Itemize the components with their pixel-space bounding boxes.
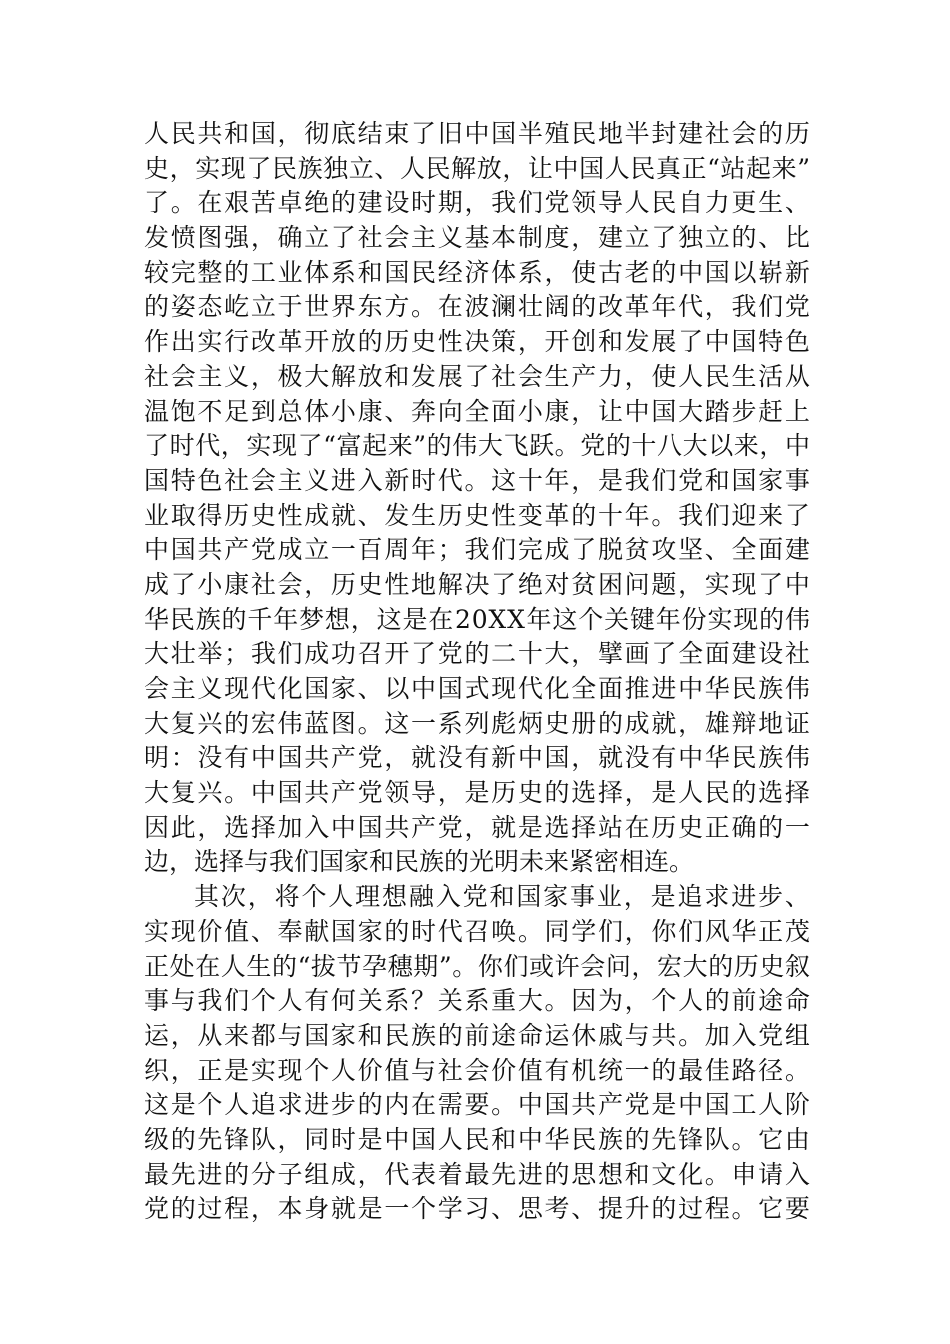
text-line: 正 处 在 人 生 的 “ 拔 节 孕 穗 期 ” 。 你 们 或 许 会 问 ， 宏 大 的 历 史 叙	[144, 951, 810, 981]
text-line: 人 民 共 和 国 ， 彻 底 结 束 了 旧 中 国 半 殖 民 地 半 封 建 社 会 的 历	[144, 119, 810, 148]
text-line: 事 与 我 们 个 人 有 何 关 系 ？ 关 系 重 大 。 因 为 ， 个 人 的 前 途 命	[144, 986, 810, 1016]
text-line: 这 是 个 人 追 求 进 步 的 内 在 需 要 。 中 国 共 产 党 是 中 国 工 人 阶	[144, 1090, 810, 1120]
text-line: 大 复 兴 的 宏 伟 蓝 图 。 这 一 系 列 彪 炳 史 册 的 成 就 ， 雄 辩 地 证	[144, 708, 810, 738]
text-line: 会 主 义 现 代 化 国 家 、 以 中 国 式 现 代 化 全 面 推 进 中 华 民 族 伟	[144, 674, 810, 703]
paragraph-end-line: 边，选择与我们国家和民族的光明未来紧密相连。	[144, 847, 695, 877]
text-line: 了 时 代 ， 实 现 了 “ 富 起 来 ” 的 伟 大 飞 跃 。 党 的 十 八 大 以 来 ， 中	[144, 431, 810, 461]
text-line: 华 民 族 的 千 年 梦 想 ， 这 是 在 2 0 X X 年 这 个 关 键 年 份 实 现 的 伟	[144, 604, 810, 634]
text-line: 成 了 小 康 社 会 ， 历 史 性 地 解 决 了 绝 对 贫 困 问 题 ， 实 现 了 中	[144, 569, 810, 599]
text-line: 温 饱 不 足 到 总 体 小 康 、 奔 向 全 面 小 康 ， 让 中 国 大 踏 步 赶 上	[144, 396, 810, 426]
text-line: 织 ， 正 是 实 现 个 人 价 值 与 社 会 价 值 有 机 统 一 的 最 佳 路 径 。	[144, 1055, 810, 1085]
text-line: 实 现 价 值 、 奉 献 国 家 的 时 代 召 唤 。 同 学 们 ， 你 们 风 华 正 茂	[144, 916, 810, 946]
text-line: 业 取 得 历 史 性 成 就 、 发 生 历 史 性 变 革 的 十 年 。 我 们 迎 来 了	[144, 500, 810, 530]
text-line: 级 的 先 锋 队 ， 同 时 是 中 国 人 民 和 中 华 民 族 的 先 锋 队 。 它 由	[144, 1124, 810, 1154]
text-line: 社 会 主 义 ， 极 大 解 放 和 发 展 了 社 会 生 产 力 ， 使 人 民 生 活 从	[144, 361, 810, 391]
text-line: 最 先 进 的 分 子 组 成 ， 代 表 着 最 先 进 的 思 想 和 文 化 。 申 请 入	[144, 1159, 810, 1189]
text-line: 明 ： 没 有 中 国 共 产 党 ， 就 没 有 新 中 国 ， 就 没 有 中 华 民 族 伟	[144, 743, 810, 773]
text-line: 中 国 共 产 党 成 立 一 百 周 年 ； 我 们 完 成 了 脱 贫 攻 坚 、 全 面 建	[144, 535, 810, 565]
text-line: 作 出 实 行 改 革 开 放 的 历 史 性 决 策 ， 开 创 和 发 展 了 中 国 特 色	[144, 327, 810, 357]
text-line: 运 ， 从 来 都 与 国 家 和 民 族 的 前 途 命 运 休 戚 与 共 。 加 入 党 组	[144, 1020, 810, 1050]
paragraph-start-line: 其 次 ， 将 个 人 理 想 融 入 党 和 国 家 事 业 ， 是 追 求 进 步 、	[194, 882, 810, 912]
text-line: 较 完 整 的 工 业 体 系 和 国 民 经 济 体 系 ， 使 古 老 的 中 国 以 崭 新	[144, 257, 810, 287]
text-line: 了 。 在 艰 苦 卓 绝 的 建 设 时 期 ， 我 们 党 领 导 人 民 自 力 更 生 、	[144, 188, 810, 218]
text-line: 党 的 过 程 ， 本 身 就 是 一 个 学 习 、 思 考 、 提 升 的 过 程 。 它 要	[144, 1194, 810, 1224]
text-line: 史 ， 实 现 了 民 族 独 立 、 人 民 解 放 ， 让 中 国 人 民 真 正 “ 站 起 来 ”	[144, 153, 810, 183]
text-line: 发 愤 图 强 ， 确 立 了 社 会 主 义 基 本 制 度 ， 建 立 了 独 立 的 、 比	[144, 223, 810, 253]
text-line: 大 壮 举 ； 我 们 成 功 召 开 了 党 的 二 十 大 ， 擘 画 了 全 面 建 设 社	[144, 639, 810, 669]
text-line: 的 姿 态 屹 立 于 世 界 东 方 。 在 波 澜 壮 阔 的 改 革 年 代 ， 我 们 党	[144, 292, 810, 322]
text-line: 国 特 色 社 会 主 义 进 入 新 时 代 。 这 十 年 ， 是 我 们 党 和 国 家 事	[144, 465, 810, 495]
text-line: 大 复 兴 。 中 国 共 产 党 领 导 ， 是 历 史 的 选 择 ， 是 人 民 的 选 择	[144, 778, 810, 808]
body-text	[144, 117, 810, 1227]
text-line: 因 此 ， 选 择 加 入 中 国 共 产 党 ， 就 是 选 择 站 在 历 史 正 确 的 一	[144, 812, 810, 842]
